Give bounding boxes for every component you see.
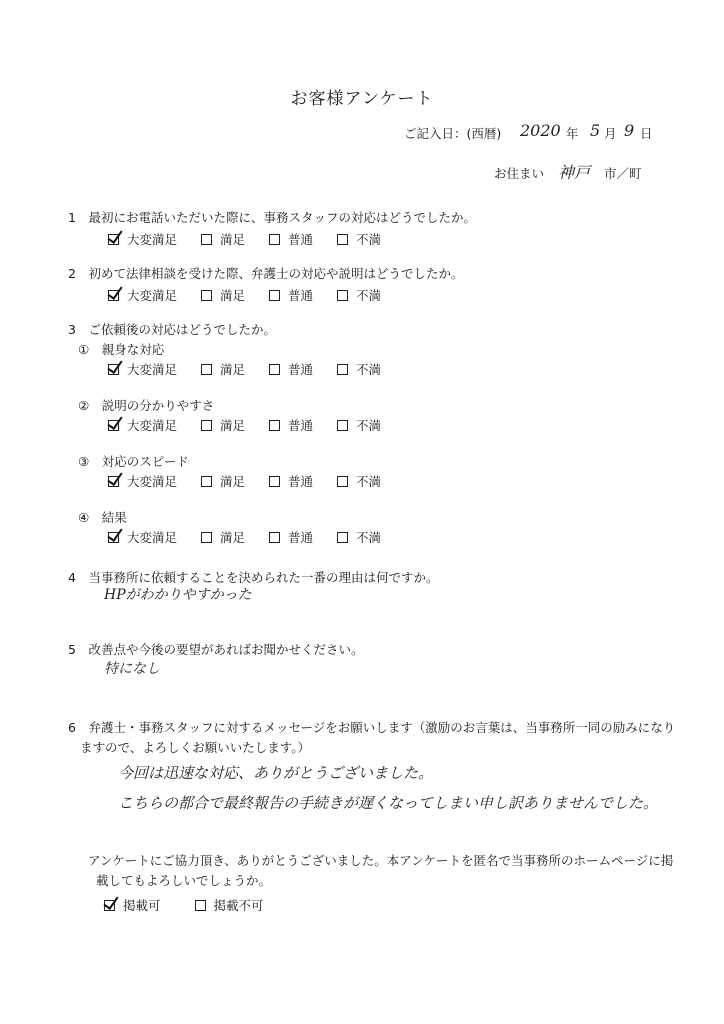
address-unit: 市／町 xyxy=(604,166,642,181)
option-dissatisfied[interactable]: 不満 xyxy=(337,472,381,490)
option-satisfied[interactable]: 満足 xyxy=(201,416,245,434)
option-satisfied[interactable]: 満足 xyxy=(201,528,245,546)
option-neutral[interactable]: 普通 xyxy=(269,528,313,546)
option-very-satisfied[interactable]: 大変満足 xyxy=(108,472,177,490)
question-3-sub-3-label: ③ 対応のスピード xyxy=(78,454,189,469)
date-day-unit: 日 xyxy=(640,126,653,141)
option-satisfied[interactable]: 満足 xyxy=(201,286,245,304)
option-publish-not-allowed[interactable]: 掲載不可 xyxy=(195,896,264,914)
option-very-satisfied[interactable]: 大変満足 xyxy=(108,286,177,304)
question-2-text: 2 初めて法律相談を受けた際、弁護士の対応や説明はどうでしたか。 xyxy=(68,266,464,281)
option-dissatisfied[interactable]: 不満 xyxy=(337,286,381,304)
option-dissatisfied[interactable]: 不満 xyxy=(337,360,381,378)
checkbox-checked[interactable] xyxy=(108,476,119,487)
question-2-options xyxy=(108,286,405,304)
checkbox[interactable] xyxy=(269,234,280,245)
checkbox-checked[interactable] xyxy=(108,234,119,245)
checkbox[interactable] xyxy=(337,532,348,543)
option-dissatisfied[interactable]: 不満 xyxy=(337,416,381,434)
question-1-text: 1 最初にお電話いただいた際に、事務スタッフの対応はどうでしたか。 xyxy=(68,210,476,225)
question-3-sub-1-options xyxy=(108,360,405,378)
address-label: お住まい xyxy=(494,166,545,181)
checkbox[interactable] xyxy=(337,234,348,245)
question-3-sub-3-options xyxy=(108,472,405,490)
option-neutral[interactable]: 普通 xyxy=(269,286,313,304)
question-3-text: 3 ご依頼後の対応はどうでしたか。 xyxy=(68,322,276,337)
checkbox[interactable] xyxy=(337,364,348,375)
date-month-value[interactable]: 5 xyxy=(590,121,601,140)
checkbox[interactable] xyxy=(269,290,280,301)
option-neutral[interactable]: 普通 xyxy=(269,230,313,248)
checkbox[interactable] xyxy=(269,532,280,543)
checkbox[interactable] xyxy=(195,900,206,911)
option-very-satisfied[interactable]: 大変満足 xyxy=(108,528,177,546)
option-neutral[interactable]: 普通 xyxy=(269,416,313,434)
checkbox[interactable] xyxy=(201,234,212,245)
footer-options xyxy=(104,896,288,914)
question-1-options xyxy=(108,230,405,248)
checkbox[interactable] xyxy=(201,420,212,431)
date-day-value[interactable]: 9 xyxy=(624,121,635,140)
page-title: お客様アンケート xyxy=(290,89,434,109)
date-label: ご記入日：(西暦) xyxy=(404,126,502,141)
date-year-value[interactable]: 2020 xyxy=(520,121,561,140)
option-publish-allowed[interactable]: 掲載可 xyxy=(104,896,161,914)
checkbox-checked[interactable] xyxy=(108,290,119,301)
checkbox[interactable] xyxy=(269,420,280,431)
question-6-answer-line1[interactable]: 今回は迅速な対応、ありがとうございました。 xyxy=(118,764,434,782)
footer-text-line1: アンケートにご協力頂き、ありがとうございました。本アンケートを匿名で当事務所のホームページに掲 xyxy=(88,853,674,868)
question-5-text: 5 改善点や今後の要望があればお聞かせください。 xyxy=(68,642,364,657)
question-6-text-line1: 6 弁護士・事務スタッフに対するメッセージをお願いします（激励のお言葉は、当事務所一同の励みになり xyxy=(68,720,676,735)
option-very-satisfied[interactable]: 大変満足 xyxy=(108,360,177,378)
checkbox-checked[interactable] xyxy=(108,364,119,375)
option-dissatisfied[interactable]: 不満 xyxy=(337,230,381,248)
question-3-sub-1-label: ① 親身な対応 xyxy=(78,342,165,357)
checkbox-checked[interactable] xyxy=(104,900,115,911)
option-satisfied[interactable]: 満足 xyxy=(201,230,245,248)
date-month-unit: 月 xyxy=(604,126,617,141)
address-value[interactable]: 神戸 xyxy=(558,163,591,182)
checkbox[interactable] xyxy=(201,532,212,543)
option-satisfied[interactable]: 満足 xyxy=(201,472,245,490)
checkbox[interactable] xyxy=(337,476,348,487)
question-4-answer[interactable]: HPがわかりやすかった xyxy=(104,587,252,603)
option-satisfied[interactable]: 満足 xyxy=(201,360,245,378)
checkbox-checked[interactable] xyxy=(108,420,119,431)
question-6-answer-line2[interactable]: こちらの都合で最終報告の手続きが遅くなってしまい申し訳ありませんでした。 xyxy=(118,794,659,812)
option-dissatisfied[interactable]: 不満 xyxy=(337,528,381,546)
checkbox[interactable] xyxy=(337,290,348,301)
question-6-text-line2: ますので、よろしくお願いいたします。） xyxy=(80,740,311,755)
option-neutral[interactable]: 普通 xyxy=(269,472,313,490)
checkbox[interactable] xyxy=(269,476,280,487)
checkbox[interactable] xyxy=(269,364,280,375)
footer-text-line2: 載してもよろしいでしょうか。 xyxy=(96,873,272,888)
checkbox[interactable] xyxy=(201,476,212,487)
date-year-unit: 年 xyxy=(566,126,579,141)
question-3-sub-2-label: ② 説明の分かりやすさ xyxy=(78,398,215,413)
checkbox-checked[interactable] xyxy=(108,532,119,543)
question-3-sub-4-label: ④ 結果 xyxy=(78,510,127,525)
checkbox[interactable] xyxy=(201,364,212,375)
option-very-satisfied[interactable]: 大変満足 xyxy=(108,416,177,434)
checkbox[interactable] xyxy=(201,290,212,301)
question-3-sub-2-options xyxy=(108,416,405,434)
option-very-satisfied[interactable]: 大変満足 xyxy=(108,230,177,248)
option-neutral[interactable]: 普通 xyxy=(269,360,313,378)
question-3-sub-4-options xyxy=(108,528,405,546)
checkbox[interactable] xyxy=(337,420,348,431)
question-4-text: 4 当事務所に依頼することを決められた一番の理由は何ですか。 xyxy=(68,570,439,585)
question-5-answer[interactable]: 特になし xyxy=(104,661,160,677)
